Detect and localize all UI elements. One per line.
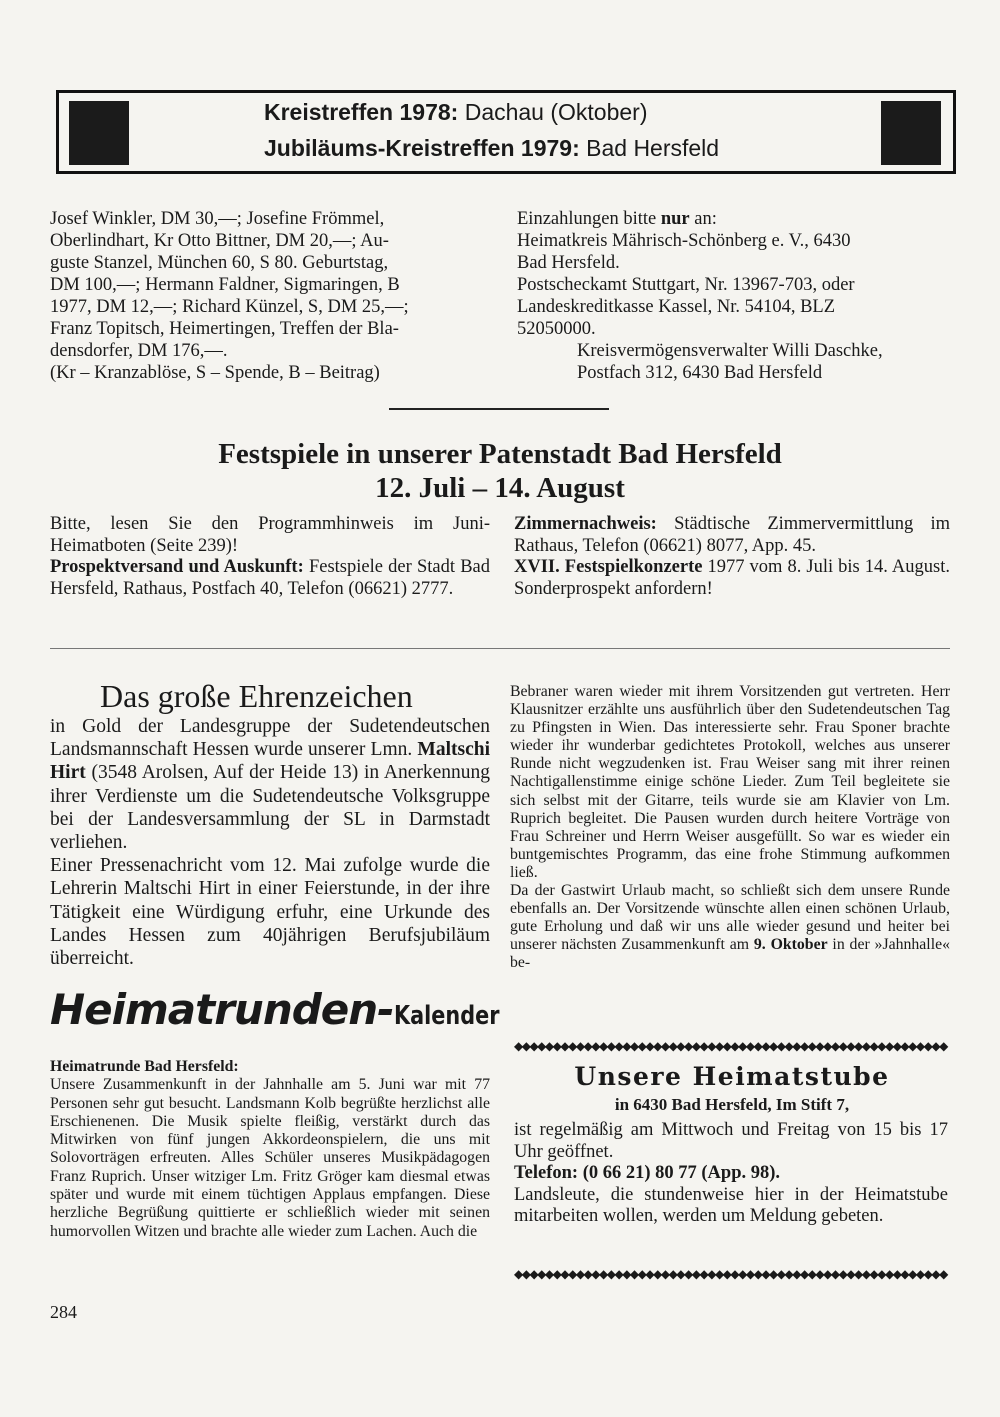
bebraner-article [510,683,950,973]
festspiele-right [514,514,950,600]
banner-block-left [69,101,129,165]
honoree-name: Maltschi Hirt [50,739,490,784]
payment-line: Landeskreditkasse Kassel, Nr. 54104, BLZ [517,297,836,317]
heimatstube-hours: ist regelmäßig am Mittwoch und Freitag von 15 bis 17 Uhr geöffnet. [514,1120,948,1162]
payment-line: Bad Hersfeld. [517,253,620,273]
payment-line: Heimatkreis Mährisch-Schönberg e. V., 6430 [517,231,851,251]
banner-block-right [881,101,941,165]
kalender-word: Kalender [393,1001,500,1031]
donation-line: DM 100,—; Hermann Faldner, Sigmaringen, B [50,275,400,295]
heimatrunde-article [50,1058,490,1241]
kalender-script-word: Heimatrunden- [50,985,394,1034]
festspiele-prospekt [50,557,490,600]
festspiele-program-note: Bitte, lesen Sie den Programmhinweis im Juni-Heimatboten (Seite 239)! [50,514,490,556]
festspiele-left [50,514,490,600]
donations-list [50,208,490,384]
diamond-border-bottom: ◆◆◆◆◆◆◆◆◆◆◆◆◆◆◆◆◆◆◆◆◆◆◆◆◆◆◆◆◆◆◆◆◆◆◆◆◆◆◆◆◆◆◆◆◆◆◆◆◆◆◆◆◆◆◆◆ [514,1268,947,1280]
payment-intro [517,208,953,230]
ehrenzeichen-article [50,715,490,970]
ehrenzeichen-text: (3548 Arolsen, Auf der Heide 13) in Anerkennung ihrer Verdienste um die Sudetendeutsche Volksgruppe bei der Landesversammlung der SL in Darmstadt verliehen. [50,762,490,854]
konzerte-text: 1977 vom 8. Juli bis 14. August. Sonderprospekt anfordern! [514,557,950,599]
payment-intro-bold: nur [660,209,690,229]
festspiele-zimmer [514,514,950,557]
section-divider [389,408,609,410]
konzerte-label: XVII. Festspielkonzerte [514,557,703,577]
section-divider [50,648,950,649]
bebraner-paragraph-1: Bebraner waren wieder mit ihrem Vorsitzenden gut vertreten. Herr Klausnitzer erzählte uns ausführlich über den Sudetendeutschen Tag zu Pfingsten in Wien. Das interessierte sehr. Frau Sponer brachte wieder ihr wunderbar gedichtetes Protokoll, welches aus unserer Runde nicht wegzudenken ist. Frau Weiser sang mit ihrer reinen Nachtigallenstimme einige schöne Lieder. Zum Teil begleitete sie sich selbst mit der Gitarre, teils wurde sie am Klavier von Lm. Ruprich begleitet. Die Pausen wurden durch heitere Vorträge von Frau Schreiner und Herrn Weiser ausgefüllt. So war es wieder ein buntgemischtes Programm, das eine frohe Stimmung aufkommen ließ. [510,683,950,881]
donation-line: densdorfer, DM 176,—. [50,341,228,361]
payment-line: 52050000. [517,319,596,339]
festspiele-heading [0,437,1000,505]
heimatstube-volunteer-note: Landsleute, die stundenweise hier in der Heimatstube mitarbeiten wollen, werden um Meldung gebeten. [514,1184,948,1226]
donation-line: Josef Winkler, DM 30,—; Josefine Frömmel, [50,209,385,229]
donation-line: 1977, DM 12,—; Richard Künzel, S, DM 25,—; [50,297,409,317]
payment-signature: Kreisvermögensverwalter Willi Daschke, [577,341,883,361]
bebraner-text: Da der Gastwirt Urlaub macht, so schließt sich dem unsere Runde ebenfalls an. Der Vorsitzende wünschte allen einen schönen Urlaub, gute Erholung und daß wir uns alle wieder gesund und heiter bei unserer nächsten Zusammenkunft am [510,882,950,954]
bebraner-text-end: in der »Jahnhalle« be- [510,936,950,972]
heimatstube-address: in 6430 Bad Hersfeld, Im Stift 7, [614,1095,850,1114]
ehrenzeichen-text: in Gold der Landesgruppe der Sudetendeutschen Landsmannschaft Hessen wurde unserer Lmn. [50,716,490,761]
donation-line: guste Stanzel, München 60, S 80. Geburtstag, [50,253,389,273]
page-number: 284 [50,1302,77,1322]
zimmer-label: Zimmernachweis: [514,514,657,534]
ehrenzeichen-paragraph-2: Einer Pressenachricht vom 12. Mai zufolge wurde die Lehrerin Maltschi Hirt in einer Feierstunde, in der ihre Tätigkeit eine Würdigung erfuhr, eine Urkunde des Landes Hessen zum 40jährigen Berufsjubiläum überreicht. [50,855,490,970]
ehrenzeichen-title: Das große Ehrenzeichen [100,678,413,714]
payment-line: Postscheckamt Stuttgart, Nr. 13967-703, oder [517,275,855,295]
next-meeting-date: 9. Oktober [753,936,828,954]
donation-legend: (Kr – Kranzablöse, S – Spende, B – Beitrag) [50,363,380,383]
ehrenzeichen-paragraph-1 [50,715,490,854]
payment-intro-text: Einzahlungen bitte [517,209,661,229]
banner-line-2-bold: Jubiläums-Kreistreffen 1979: [264,135,580,161]
festspiele-title: Festspiele in unserer Patenstadt Bad Hersfeld [218,438,782,470]
zimmer-text: Städtische Zimmervermittlung im Rathaus, Telefon (06621) 8077, App. 45. [514,514,950,556]
payment-intro-end: an: [689,209,717,229]
prospekt-text: Festspiele der Stadt Bad Hersfeld, Rathaus, Postfach 40, Telefon (06621) 2777. [50,557,490,599]
event-banner [56,90,956,174]
heimatstube-info [514,1120,948,1228]
banner-line-1-bold: Kreistreffen 1978: [264,99,459,125]
heimatstube-phone: Telefon: (0 66 21) 80 77 (App. 98). [514,1163,781,1183]
payment-signature-address: Postfach 312, 6430 Bad Hersfeld [577,363,823,383]
banner-line-1 [264,99,648,126]
festspiele-konzerte [514,557,950,600]
prospekt-label: Prospektversand und Auskunft: [50,557,304,577]
banner-line-1-rest: Dachau (Oktober) [458,99,648,125]
heimatrunde-text: Unsere Zusammenkunft in der Jahnhalle am 5. Juni war mit 77 Personen sehr gut besucht. Landsmann Kolb begrüßte herzlichst alle Erschienenen. Die Musik spielte fleißig, verstärkt durch das Mitwirken von fünf jungen Akkordeonspielern, die uns mit Solovorträgen erfreuten. Alles Schüler unseres Musikpädagogen Franz Ruprich. Unser witziger Lm. Fritz Gröger kam diesmal etwas später und wurde mit einem tüchtigen Applaus empfangen. Diese herzliche Begrüßung quittierte er schließlich wieder mit seinen humorvollen Witzen und brachte alle wieder zum Lachen. Auch die [50,1076,490,1240]
payment-info [517,208,953,384]
donation-line: Franz Topitsch, Heimertingen, Treffen der Bla- [50,319,399,339]
donation-line: Oberlindhart, Kr Otto Bittner, DM 20,—; Au- [50,231,389,251]
heimatrunde-heading: Heimatrunde Bad Hersfeld: [50,1058,239,1075]
kalender-logo [50,985,525,1034]
bebraner-paragraph-2 [510,882,950,972]
diamond-border-top: ◆◆◆◆◆◆◆◆◆◆◆◆◆◆◆◆◆◆◆◆◆◆◆◆◆◆◆◆◆◆◆◆◆◆◆◆◆◆◆◆◆◆◆◆◆◆◆◆◆◆◆◆◆◆◆◆ [514,1040,947,1052]
banner-line-2-rest: Bad Hersfeld [579,135,720,161]
heimatstube-title: Unsere Heimatstube [574,1062,890,1091]
festspiele-dates: 12. Juli – 14. August [375,472,625,504]
banner-line-2 [264,135,719,162]
